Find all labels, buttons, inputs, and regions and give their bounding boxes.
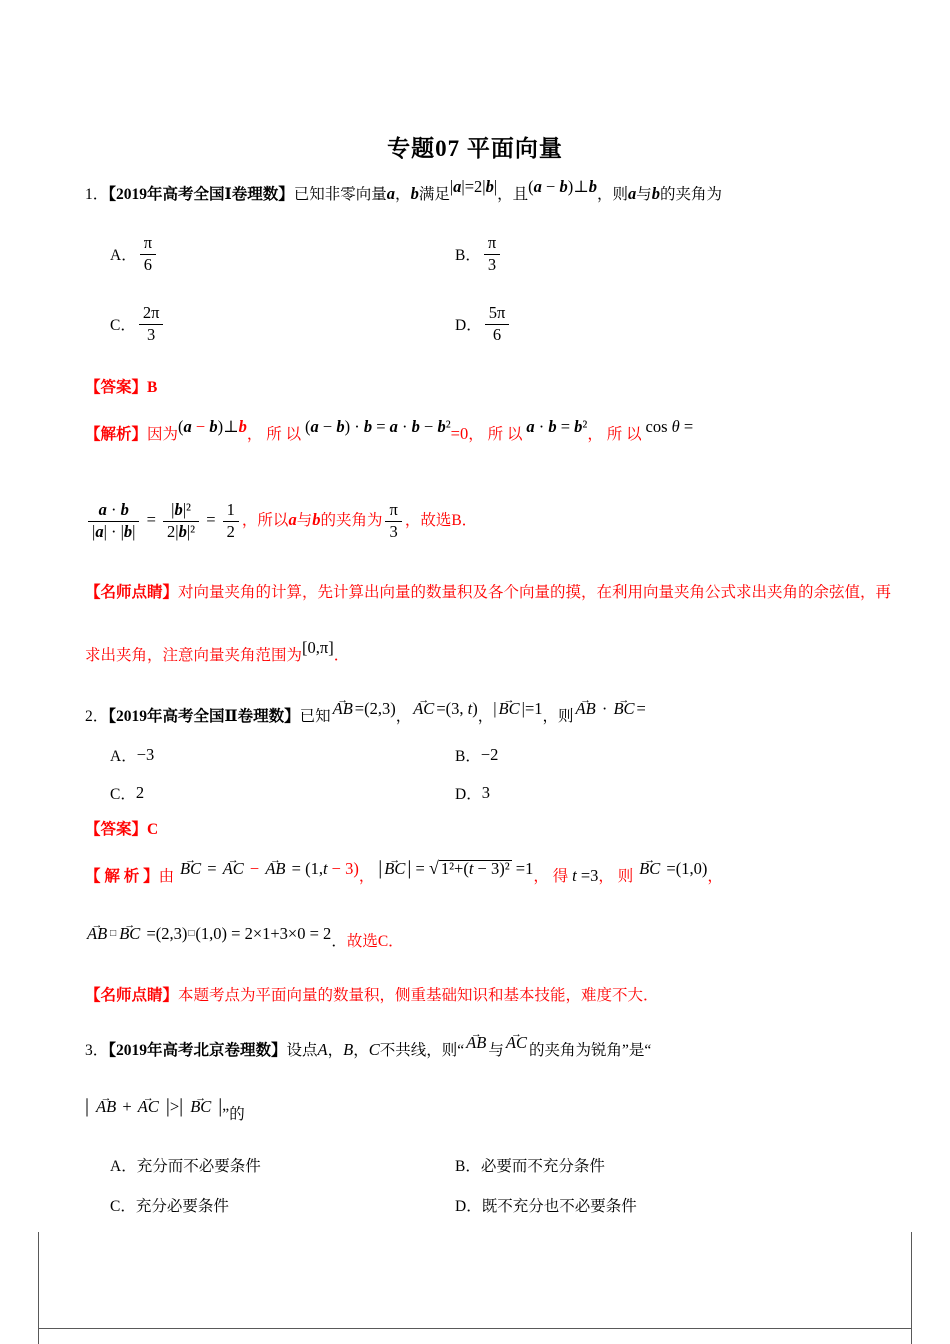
text-run: >: [169, 1097, 180, 1116]
q3-source: 【2019年高考北京卷理数】: [108, 1042, 287, 1059]
text-run: 6: [492, 324, 502, 344]
vector-bc: → BC: [637, 845, 662, 891]
fraction-numerator: [140, 233, 156, 254]
radicand: [439, 860, 512, 878]
option-b-label: B．: [455, 247, 481, 264]
text-run: b: [238, 417, 247, 436]
page-border-bottom: [38, 1328, 912, 1329]
text-run: θ: [667, 417, 684, 436]
option-d: D．既不充分也不必要条件: [455, 1198, 637, 1215]
fraction-denominator: [163, 521, 199, 543]
fraction-denominator: [140, 254, 156, 276]
text-run: 的夹角为: [660, 186, 723, 203]
q1-analysis-line-2: [85, 488, 905, 553]
text-run: b: [209, 417, 218, 436]
text-run: □: [188, 928, 195, 939]
text-run: |²: [186, 521, 196, 541]
text-run: =(2,3): [354, 699, 396, 718]
text-run: b: [120, 500, 129, 520]
text-run: =: [556, 417, 575, 436]
option-c-label: C．: [110, 317, 136, 334]
q3-option-d: [455, 1194, 800, 1216]
text-run: b: [336, 417, 345, 436]
option-b-label: B．: [455, 748, 481, 765]
text-run: ⊥: [573, 177, 589, 196]
page-title: 专题07 平面向量: [387, 136, 563, 161]
text-run: a: [310, 417, 319, 436]
text-run: π: [487, 232, 497, 252]
text-run: 6: [143, 254, 152, 274]
text-run: |: [449, 177, 454, 196]
text-run: 与: [488, 1042, 504, 1059]
fraction-pi-3: [385, 500, 401, 542]
text-run: b: [588, 177, 597, 196]
text-run: ，: [395, 708, 412, 725]
q3-options-row-2: [110, 1188, 905, 1222]
text-run: b: [312, 510, 321, 529]
formula-dot: [305, 407, 451, 448]
text-run: a: [453, 177, 462, 196]
formula-range: [302, 617, 334, 680]
text-run: − 3): [327, 859, 359, 878]
text-run: ，: [327, 1042, 344, 1059]
formula-abdotbc: [574, 687, 646, 728]
text-run: □: [110, 928, 117, 939]
formula-ac: [411, 687, 478, 728]
q3-option-c: [110, 1194, 455, 1216]
vector-ac: [504, 1019, 529, 1064]
text-run: 2|: [167, 521, 179, 541]
text-run: 与: [636, 186, 652, 203]
text-run: −3: [136, 745, 155, 764]
answer-label: 【答案】: [85, 379, 148, 396]
text-run: a: [628, 184, 637, 203]
text-run: b: [574, 417, 583, 436]
vector-bc: → BC: [382, 845, 407, 891]
text-run: cos: [645, 417, 668, 436]
q3-option-a: [110, 1154, 455, 1176]
text-run: π: [389, 500, 398, 520]
text-run: =0: [450, 424, 469, 443]
q3-number: 3．: [85, 1042, 109, 1059]
text-run: a: [98, 500, 107, 520]
text-run: =(2,3): [142, 924, 188, 943]
analysis-label: 【 解 析 】: [85, 868, 159, 885]
radical-sign: √: [428, 858, 439, 878]
text-run: 本题考点为平面向量的数量积，侧重基础知识和基本技能，难度不大．: [178, 987, 659, 1004]
text-run: |²: [182, 500, 191, 520]
text-run: ，: [395, 186, 411, 203]
vector-ab: → AB: [574, 689, 598, 727]
text-run: B: [343, 1040, 354, 1059]
text-run: =: [683, 417, 694, 436]
text-run: ， 所 以: [468, 426, 527, 443]
text-run: ， 所 以: [246, 426, 306, 443]
text-run: =: [411, 859, 429, 878]
text-run: 3: [389, 521, 398, 541]
fraction-pi-6: [140, 233, 156, 275]
text-run: ，: [707, 868, 723, 885]
text-run: ， 得: [533, 868, 573, 885]
text-run: ·: [397, 417, 412, 436]
formula-bc: [493, 687, 542, 728]
text-run: (: [528, 177, 534, 196]
text-run: =: [142, 510, 161, 529]
text-run: ): [472, 699, 478, 718]
option-b: B．必要而不充分条件: [455, 1158, 605, 1175]
text-run: ．: [333, 647, 350, 664]
q1-tips: [85, 562, 905, 687]
tips-label: 【名师点睛】: [85, 987, 179, 1004]
q1-answer: [85, 370, 905, 406]
option-d-label: D．: [455, 317, 482, 334]
text-run: | · |: [103, 521, 124, 541]
text-run: b: [485, 177, 494, 196]
formula-ab-b2: [526, 407, 587, 448]
text-run: +: [118, 1097, 136, 1116]
fraction-denominator: [88, 521, 139, 543]
formula-bc-def: [178, 843, 359, 892]
q2-option-d: [455, 782, 800, 804]
q1-option-b: [455, 233, 800, 275]
option-c: C．充分必要条件: [110, 1198, 229, 1215]
vector-ab: → AB: [464, 1021, 488, 1063]
text-run: t: [467, 699, 473, 718]
q1-source: 【2019年高考全国Ⅰ卷理数】: [108, 186, 294, 203]
formula-perp: [178, 407, 247, 448]
vector-ab: [464, 1019, 488, 1064]
text-run: (: [178, 417, 184, 436]
q2-number: 2．: [85, 708, 109, 725]
answer-value: C: [147, 821, 159, 838]
vector-ab: → AB: [263, 845, 287, 891]
text-run: −2: [480, 745, 499, 764]
fraction-numerator: [485, 303, 510, 324]
fraction-dot-mag: [88, 500, 139, 542]
text-run: 不共线，则“: [379, 1042, 465, 1059]
text-run: − 3)²: [473, 859, 510, 878]
q3-options-row-1: [110, 1148, 905, 1182]
text-run: |: [179, 1095, 189, 1117]
option-d-label: D．: [455, 786, 482, 803]
text-run: |: [132, 521, 136, 541]
fraction-numerator: [139, 303, 164, 324]
text-run: ²: [582, 417, 588, 436]
q3-stem-line-1: [85, 1026, 905, 1071]
text-run: 2π: [142, 302, 160, 322]
text-run: |: [85, 1095, 95, 1117]
text-run: =: [372, 417, 390, 436]
q1-option-c: [110, 303, 455, 345]
fraction-2pi-3: [139, 303, 164, 345]
formula-perp: [528, 169, 597, 206]
vector-ac: → AC: [136, 1085, 161, 1127]
text-run: 3: [487, 254, 497, 274]
text-run: 已知非零向量: [293, 186, 387, 203]
vector-ab: → AB: [85, 911, 109, 955]
text-run: C: [368, 1040, 380, 1059]
text-run: b: [548, 417, 557, 436]
text-run: ²: [445, 417, 451, 436]
text-run: ) ·: [344, 417, 364, 436]
vector-bc: → BC: [611, 689, 636, 727]
text-run: a: [95, 521, 104, 541]
conclusion: ，故选B．: [404, 512, 478, 529]
text-run: [0,π]: [302, 638, 334, 657]
text-run: 对向量夹角的计算，先计算出向量的数量积及各个向量的摸，在利用向量夹角公式求出夹角的余弦值，再求出夹角，注意向量夹角范围为: [85, 584, 892, 664]
q1-analysis-line-1: [85, 414, 905, 455]
fraction-denominator: [139, 324, 164, 346]
q1-number: 1．: [85, 186, 109, 203]
vector-ac: → AC: [504, 1021, 529, 1063]
q1-options-row-1: [110, 228, 905, 280]
text-run: ，: [477, 708, 494, 725]
fraction-b2-2b2: [163, 500, 199, 542]
text-run: 设点: [286, 1042, 318, 1059]
text-run: a: [533, 177, 542, 196]
text-run: b: [174, 500, 183, 520]
text-run: t: [572, 866, 577, 885]
text-run: =: [203, 859, 221, 878]
vector-ab: → AB: [331, 689, 355, 727]
text-run: b: [410, 184, 419, 203]
text-run: 的夹角为锐角”是“: [528, 1042, 652, 1059]
text-run: −: [541, 177, 560, 196]
answer-value: B: [147, 379, 158, 396]
text-run: 由: [158, 868, 179, 885]
text-run: b: [559, 177, 568, 196]
text-run: −: [318, 417, 337, 436]
text-run: |=2|: [461, 177, 486, 196]
text-run: ): [217, 417, 224, 436]
formula-cos: [646, 407, 694, 448]
text-run: ， 则: [598, 868, 638, 885]
q3-stem-line-2: [85, 1090, 905, 1135]
text-run: 3: [481, 783, 490, 802]
tips-label: 【名师点睛】: [85, 584, 179, 601]
text-run: 因为: [147, 426, 179, 443]
text-run: 1²+(: [440, 859, 469, 878]
fraction-1-2: [223, 500, 239, 542]
fraction-numerator: [385, 500, 401, 521]
q1-option-d: [455, 303, 800, 345]
formula-inequality: [85, 1083, 222, 1128]
fraction-numerator: [163, 500, 199, 521]
q2-option-a: [110, 744, 455, 766]
text-run: (: [305, 417, 311, 436]
text-run: |: [171, 500, 175, 520]
text-run: b: [437, 417, 446, 436]
text-run: ”: [222, 1106, 230, 1123]
vector-ab: → AB: [94, 1085, 118, 1127]
text-run: ，且: [497, 186, 529, 203]
formula-ab: [331, 687, 396, 728]
q1-stem: [85, 176, 905, 213]
text-run: |: [213, 1095, 223, 1117]
text-run: ，则: [542, 708, 574, 725]
text-run: =(3,: [436, 699, 468, 718]
text-run: 已知: [299, 708, 331, 725]
text-run: a: [386, 184, 396, 203]
text-run: 5π: [488, 302, 506, 322]
text-run: ·: [106, 500, 121, 520]
q2-analysis-line-2: [85, 916, 905, 963]
text-run: 与: [296, 512, 313, 529]
q2-stem: [85, 694, 905, 735]
text-run: |: [92, 521, 96, 541]
fraction-denominator: [385, 521, 401, 543]
vector-bc: → BC: [497, 689, 522, 727]
fraction-denominator: [485, 324, 510, 346]
vector-bc: → BC: [178, 845, 203, 891]
text-run: ，所以: [241, 512, 289, 529]
q3-option-b: [455, 1154, 800, 1176]
vector-bc: → BC: [188, 1085, 213, 1127]
formula-mag: [450, 169, 497, 206]
q1-option-a: [110, 233, 455, 275]
vector-ac: → AC: [411, 689, 436, 727]
text-run: a: [288, 510, 297, 529]
text-run: =: [636, 699, 646, 718]
text-run: −: [191, 417, 210, 436]
text-run: |: [160, 1095, 170, 1117]
option-a-label: A．: [110, 247, 137, 264]
q2-options-row-2: [110, 776, 905, 810]
text-run: |: [407, 857, 412, 879]
fraction-numerator: [484, 233, 500, 254]
q2-option-b: [455, 744, 800, 766]
text-run: 2: [226, 521, 235, 541]
conclusion: 故选C．: [346, 933, 404, 950]
sqrt-radicand: [429, 846, 512, 892]
text-run: |: [493, 699, 497, 718]
text-run: t: [468, 859, 474, 878]
text-run: =: [202, 510, 220, 529]
formula-bc-mag: [378, 843, 533, 892]
text-run: = (1,: [287, 859, 323, 878]
q2-options-row-1: [110, 738, 905, 772]
text-run: a: [526, 417, 535, 436]
text-run: b: [123, 521, 133, 541]
vector-bc: → BC: [117, 911, 142, 955]
text-run: b: [411, 417, 420, 436]
q2-tips: [85, 978, 905, 1014]
fraction-denominator: [223, 521, 239, 543]
option-a: A．充分而不必要条件: [110, 1158, 261, 1175]
q2-analysis-line-1: [85, 850, 905, 899]
text-run: b: [363, 417, 373, 436]
q2-source: 【2019年高考全国Ⅱ卷理数】: [108, 708, 300, 725]
text-run: π: [143, 232, 153, 252]
text-run: −: [419, 417, 438, 436]
vector-ac: → AC: [221, 845, 246, 891]
answer-label: 【答案】: [85, 821, 148, 838]
text-run: (1,0) = 2×1+3×0 = 2: [195, 924, 332, 943]
fraction-numerator: [88, 500, 139, 521]
analysis-label: 【解析】: [85, 426, 148, 443]
text-run: a: [183, 417, 192, 436]
fraction-numerator: [223, 500, 239, 521]
fraction-5pi-6: [485, 303, 510, 345]
text-run: 3: [147, 324, 156, 344]
text-run: t: [322, 859, 328, 878]
text-run: −: [245, 859, 264, 878]
option-a-label: A．: [110, 748, 137, 765]
fraction-pi-3: [484, 233, 500, 275]
text-run: =3: [576, 866, 599, 885]
text-run: A: [317, 1040, 328, 1059]
q1-options-row-2: [110, 298, 905, 350]
q2-option-c: [110, 782, 455, 804]
fraction-denominator: [484, 254, 500, 276]
text-run: ，: [358, 868, 379, 885]
text-run: ⊥: [223, 417, 239, 436]
text-run: |: [378, 857, 383, 879]
formula-bc-val: [637, 843, 707, 892]
text-run: b: [651, 184, 661, 203]
text-run: 满足: [418, 186, 450, 203]
text-run: a: [389, 417, 398, 436]
text-run: =1: [511, 859, 534, 878]
text-run: b: [178, 521, 187, 541]
text-run: ，则: [596, 186, 628, 203]
formula-dot-product: [85, 909, 331, 956]
text-run: |: [493, 177, 498, 196]
text-run: =(1,0): [662, 859, 708, 878]
text-run: 1: [226, 500, 235, 520]
text-run: |=1: [521, 699, 543, 718]
text-run: 的: [229, 1106, 245, 1123]
text-run: ): [567, 177, 574, 196]
text-run: ·: [534, 417, 549, 436]
text-run: 的夹角为: [320, 512, 383, 529]
option-c-label: C．: [110, 786, 136, 803]
text-run: 2: [135, 783, 145, 802]
text-run: ， 所 以: [587, 426, 646, 443]
text-run: ·: [597, 699, 612, 718]
text-run: ．: [331, 933, 347, 950]
text-run: ，: [353, 1042, 369, 1059]
